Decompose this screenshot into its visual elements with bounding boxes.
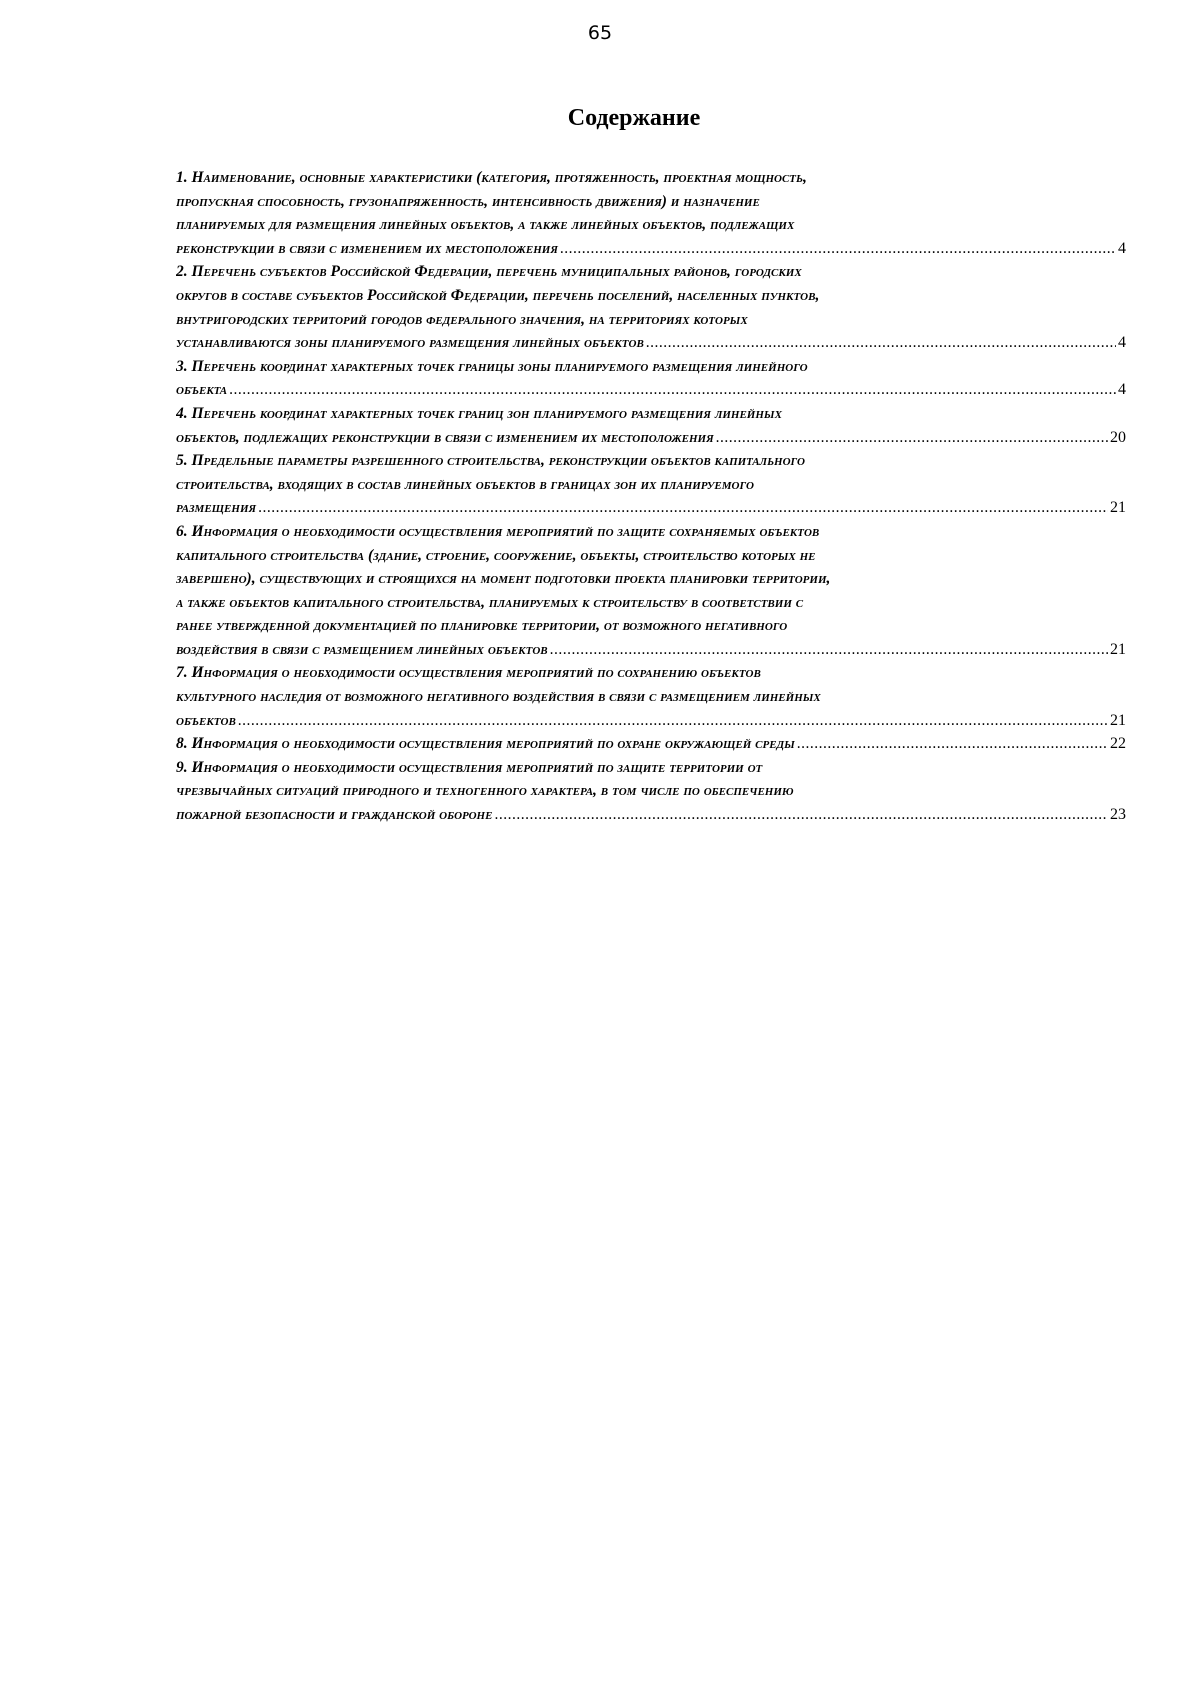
toc-item-text: внутригородских территорий городов федерального значения, на территориях которых	[176, 310, 748, 328]
toc-page-number: 21	[1110, 499, 1126, 517]
toc-item-text: ранее утвержденной документацией по планировке территории, от возможного негативного	[176, 617, 788, 635]
toc-item-text: реконструкции в связи с изменением их местоположения	[176, 239, 558, 257]
toc-item-9[interactable]	[176, 756, 1126, 827]
page-number: 65	[587, 22, 613, 44]
toc-item-5[interactable]	[176, 449, 1126, 520]
dot-leader	[238, 709, 1108, 733]
toc-item-text: 1. Наименование, основные характеристики (категория, протяженность, проектная мощность,	[176, 169, 807, 186]
toc-item-6[interactable]	[176, 520, 1126, 662]
toc-page-number: 4	[1118, 381, 1126, 399]
toc-page-number: 4	[1118, 334, 1126, 352]
dot-leader	[560, 237, 1116, 261]
toc-page-number: 23	[1110, 806, 1126, 824]
toc-page-number: 21	[1110, 640, 1126, 658]
toc-item-text: а также объектов капитального строительства, планируемых к строительству в соответствии с	[176, 593, 804, 611]
toc-item-1[interactable]	[176, 166, 1126, 260]
toc-item-text: завершено), существующих и строящихся на момент подготовки проекта планировки территории,	[176, 570, 831, 588]
toc-item-text: культурного наследия от возможного негативного воздействия в связи с размещением линейных	[176, 688, 821, 706]
toc-item-text: 3. Перечень координат характерных точек границы зоны планируемого размещения линейного	[176, 357, 808, 375]
toc-item-text: планируемых для размещения линейных объектов, а также линейных объектов, подлежащих	[176, 216, 795, 234]
toc-item-text: воздействия в связи с размещением линейных объектов	[176, 640, 548, 658]
toc-page-number: 21	[1110, 711, 1126, 729]
toc-item-text: чрезвычайных ситуаций природного и техногенного характера, в том числе по обеспечению	[176, 782, 794, 800]
toc-item-text: 6. Информация о необходимости осуществления мероприятий по защите сохраняемых объектов	[176, 522, 820, 540]
toc-item-text: объектов, подлежащих реконструкции в связи с изменением их местоположения	[176, 428, 714, 446]
dot-leader	[494, 803, 1108, 827]
toc-item-text: 4. Перечень координат характерных точек границ зон планируемого размещения линейных	[176, 404, 782, 422]
toc-item-text: капитального строительства (здание, строение, сооружение, объекты, строительство которых не	[176, 546, 816, 564]
toc-page-number: 4	[1118, 239, 1126, 257]
toc-item-4[interactable]	[176, 402, 1126, 449]
toc-item-8[interactable]	[176, 732, 1126, 756]
dot-leader	[550, 638, 1108, 662]
dot-leader	[646, 331, 1116, 355]
toc-item-text: 2. Перечень субъектов Российской Федерации, перечень муниципальных районов, городских	[176, 263, 802, 281]
dot-leader	[716, 426, 1108, 450]
toc-page-number: 22	[1110, 735, 1126, 753]
toc-item-3[interactable]	[176, 355, 1126, 402]
toc-item-7[interactable]	[176, 661, 1126, 732]
table-of-contents	[176, 166, 1126, 827]
dot-leader	[797, 732, 1108, 756]
toc-item-text: 8. Информация о необходимости осуществления мероприятий по охране окружающей среды	[176, 735, 795, 753]
toc-item-text: пропускная способность, грузонапряженность, интенсивность движения) и назначение	[176, 192, 760, 210]
toc-page-number: 20	[1110, 428, 1126, 446]
toc-item-text: 5. Предельные параметры разрешенного строительства, реконструкции объектов капитального	[176, 452, 806, 470]
toc-item-text: объекта	[176, 381, 228, 399]
toc-title: Содержание	[567, 105, 701, 131]
dot-leader	[229, 378, 1116, 402]
toc-item-text: 7. Информация о необходимости осуществления мероприятий по сохранению объектов	[176, 664, 761, 682]
toc-item-text: округов в составе субъектов Российской Федерации, перечень поселений, населенных пунктов,	[176, 286, 820, 304]
toc-item-text: 9. Информация о необходимости осуществления мероприятий по защите территории от	[176, 758, 763, 776]
toc-item-2[interactable]	[176, 260, 1126, 354]
toc-item-text: объектов	[176, 711, 236, 729]
toc-item-text: пожарной безопасности и гражданской обороне	[176, 806, 493, 824]
toc-item-text: размещения	[176, 499, 257, 517]
dot-leader	[258, 496, 1108, 520]
toc-item-text: устанавливаются зоны планируемого размещения линейных объектов	[176, 334, 644, 352]
toc-item-text: строительства, входящих в состав линейных объектов в границах зон их планируемого	[176, 475, 754, 493]
